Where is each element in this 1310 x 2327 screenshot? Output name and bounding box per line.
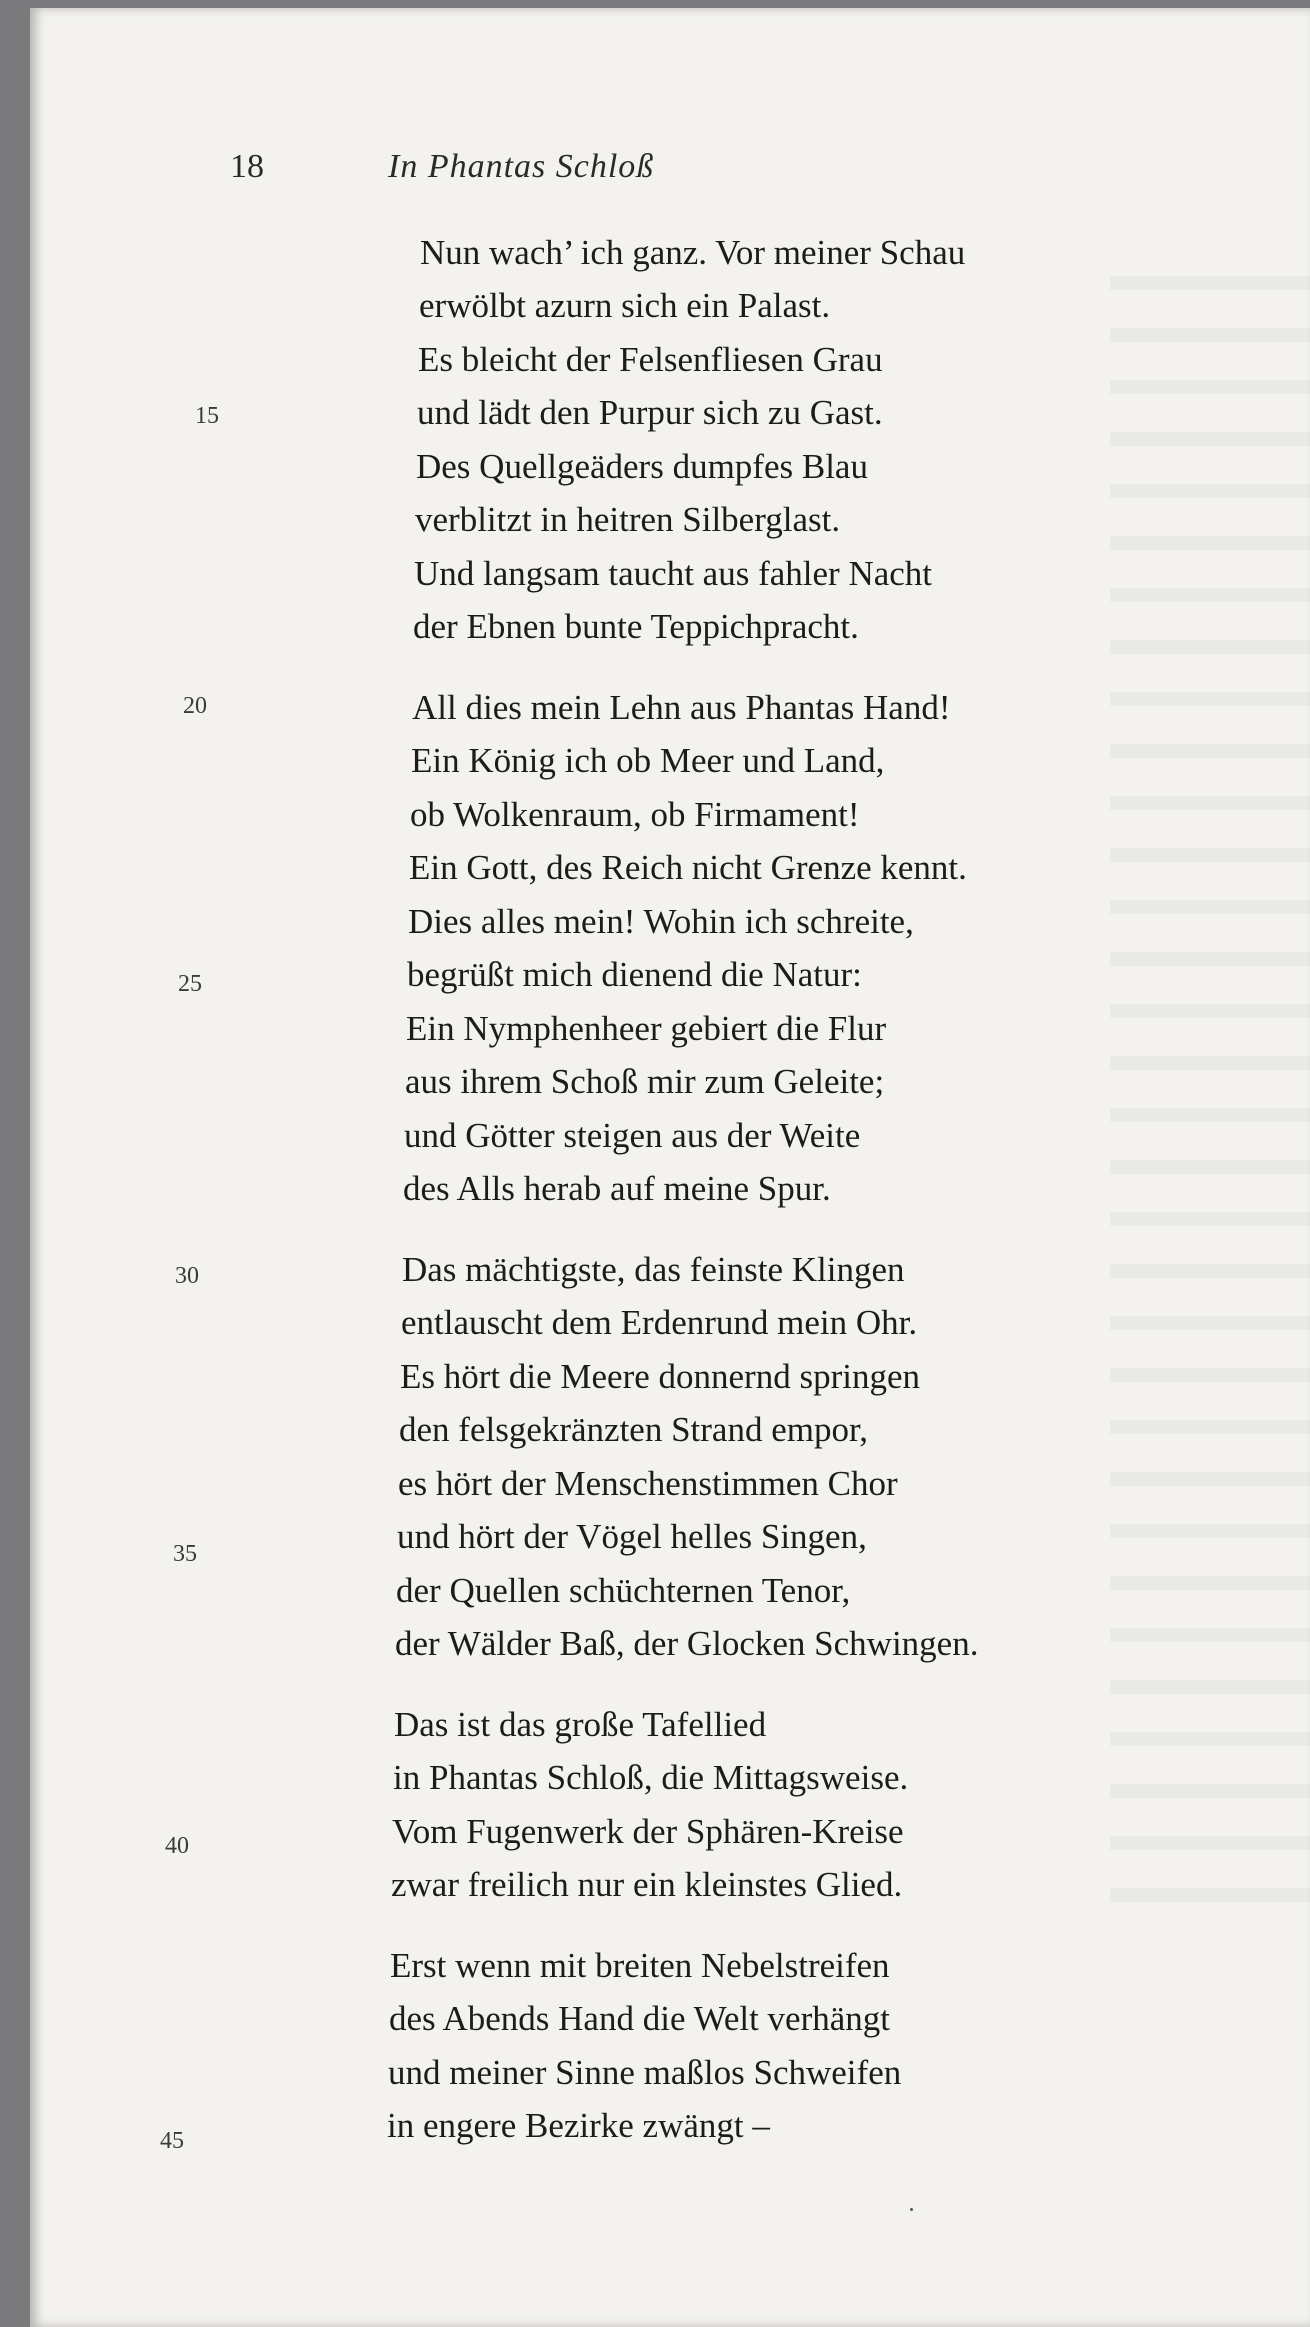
poem-line: in engere Bezirke zwängt –: [387, 2106, 770, 2145]
poem-line: aus ihrem Schoß mir zum Geleite;: [405, 1062, 885, 1101]
poem-line: Ein Nymphenheer gebiert die Flur: [406, 1009, 887, 1048]
poem-line: Ein Gott, des Reich nicht Grenze kennt.: [409, 848, 967, 887]
poem-line: Erst wenn mit breiten Nebelstreifen: [390, 1946, 890, 1985]
show-through-bleed: [1110, 238, 1310, 1938]
poem-line: Und langsam taucht aus fahler Nacht: [414, 554, 933, 593]
poem-line: der Ebnen bunte Teppichpracht.: [413, 607, 859, 646]
poem-line: in Phantas Schloß, die Mittagsweise.: [393, 1758, 909, 1797]
paper-speck: [910, 2208, 913, 2211]
line-number-25: 25: [178, 971, 202, 997]
poem-line: Des Quellgeäders dumpfes Blau: [416, 447, 868, 486]
poem-line: Es hört die Meere donnernd springen: [400, 1357, 920, 1396]
line-number-30: 30: [175, 1263, 199, 1289]
poem-line: und lädt den Purpur sich zu Gast.: [417, 393, 883, 432]
poem-line: des Alls herab auf meine Spur.: [403, 1169, 831, 1208]
line-number-15: 15: [195, 403, 219, 429]
poem-line: Das ist das große Tafellied: [394, 1705, 767, 1744]
poem-line: es hört der Menschenstimmen Chor: [398, 1464, 898, 1503]
poem-line: Vom Fugenwerk der Sphären-Kreise: [392, 1812, 904, 1851]
poem-line: verblitzt in heitren Silberglast.: [415, 500, 841, 539]
poem-line: Ein König ich ob Meer und Land,: [411, 741, 885, 780]
line-number-40: 40: [165, 1833, 189, 1859]
poem-line: Dies alles mein! Wohin ich schreite,: [408, 902, 914, 941]
line-number-35: 35: [173, 1541, 197, 1567]
poem-line: den felsgekränzten Strand empor,: [399, 1410, 868, 1449]
poem-line: Es bleicht der Felsenfliesen Grau: [418, 340, 883, 379]
poem-line: der Wälder Baß, der Glocken Schwingen.: [395, 1624, 979, 1663]
book-page: [30, 8, 1310, 2327]
poem-line: ob Wolkenraum, ob Firmament!: [410, 795, 860, 834]
poem-line: zwar freilich nur ein kleinstes Glied.: [391, 1865, 903, 1904]
poem-line: Nun wach’ ich ganz. Vor meiner Schau: [420, 233, 966, 272]
poem-line: und Götter steigen aus der Weite: [404, 1116, 861, 1155]
poem-line: und meiner Sinne maßlos Schweifen: [388, 2053, 902, 2092]
poem-line: begrüßt mich dienend die Natur:: [407, 955, 862, 994]
poem-line: erwölbt azurn sich ein Palast.: [419, 286, 831, 325]
page-header: [30, 148, 1310, 198]
running-title: In Phantas Schloß: [388, 148, 655, 185]
poem-line: entlauscht dem Erdenrund mein Ohr.: [401, 1303, 918, 1342]
poem-line: und hört der Vögel helles Singen,: [397, 1517, 867, 1556]
poem-line: All dies mein Lehn aus Phantas Hand!: [412, 688, 951, 727]
poem-line: der Quellen schüchternen Tenor,: [396, 1571, 851, 1610]
poem-line: Das mächtigste, das feinste Klingen: [402, 1250, 905, 1289]
poem-line: des Abends Hand die Welt verhängt: [389, 1999, 891, 2038]
line-number-20: 20: [183, 693, 207, 719]
line-number-45: 45: [160, 2128, 184, 2154]
page-number: 18: [230, 148, 264, 185]
